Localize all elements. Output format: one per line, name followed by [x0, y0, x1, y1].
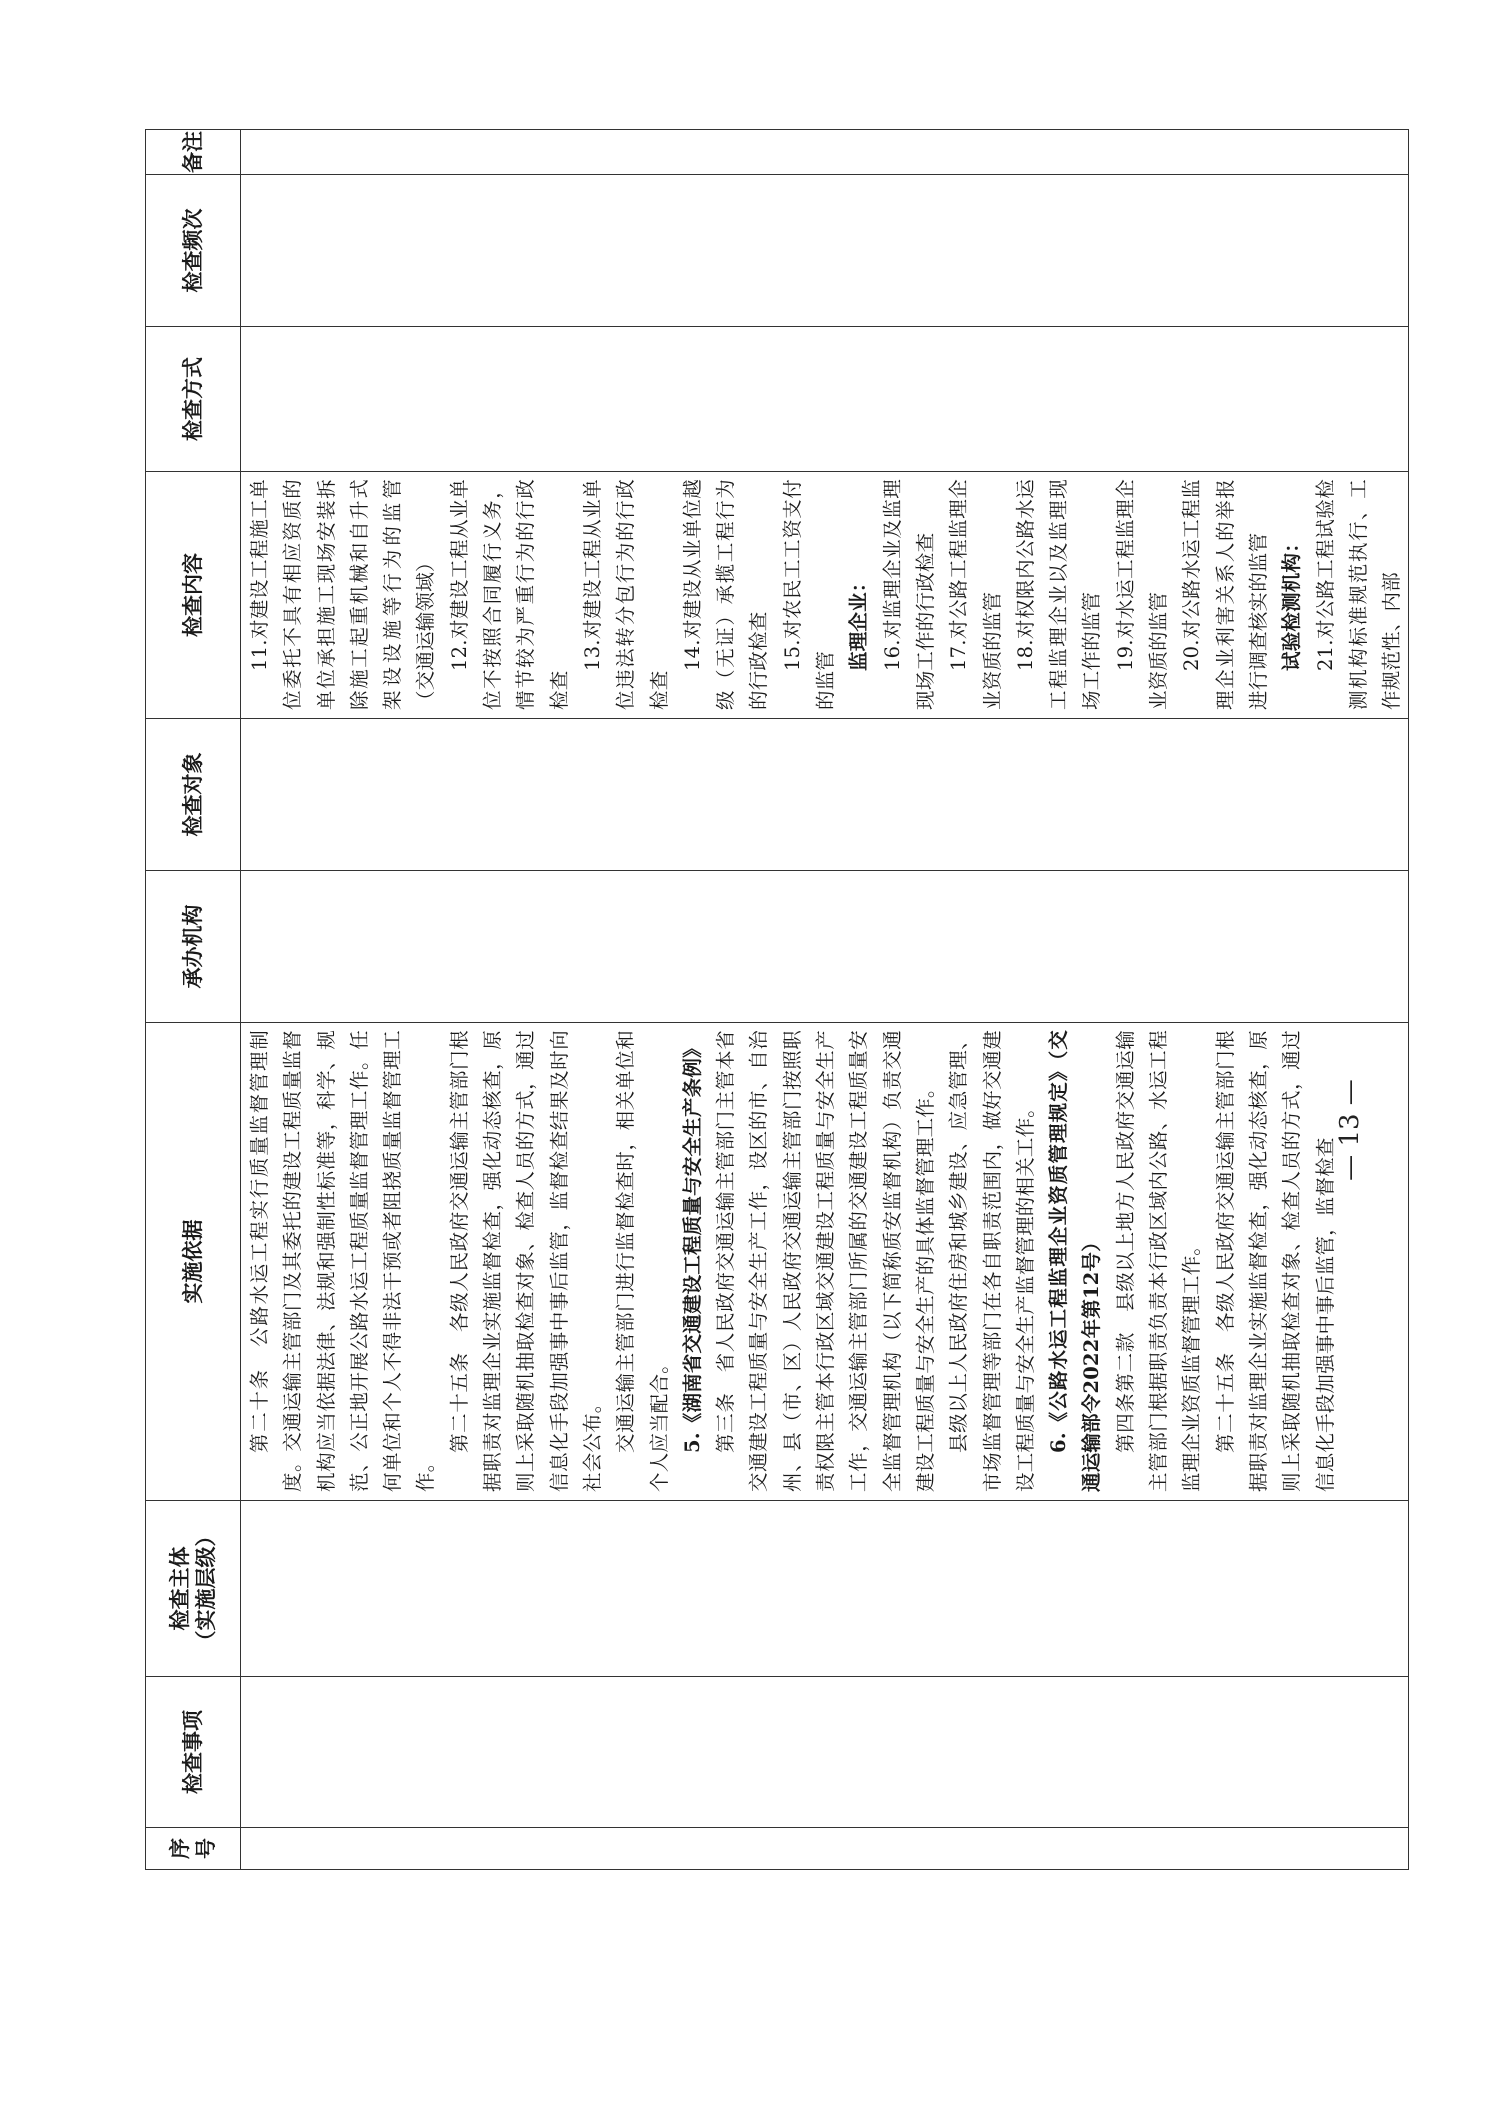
cell-remarks: [241, 130, 1409, 175]
inspection-table: [145, 129, 1409, 1870]
basis-paragraph: 第二十五条 各级人民政府交通运输主管部门根据职责对监理企业实施监督检查，强化动态核查，原则上采取随机抽取检查对象、检查人员的方式，通过信息化手段加强事中事后监管，监督检查结果及时向社会公布。: [447, 1030, 604, 1492]
basis-paragraph: 县级以上人民政府住房和城乡建设、应急管理、市场监督管理等部门在各自职责范围内，做好交通建设工程质量与安全生产监督管理的相关工作。: [947, 1030, 1037, 1492]
basis-paragraph: 第二十条 公路水运工程实行质量监督管理制度。交通运输主管部门及其委托的建设工程质量监督机构应当依据法律、法规和强制性标准等，科学、规范、公正地开展公路水运工程质量监督管理工作。任何单位和个人不得非法干预或者阻挠质量监督管理工作。: [248, 1030, 438, 1492]
table-header-row: [146, 130, 241, 1870]
basis-paragraph: 第二十五条 各级人民政府交通运输主管部门根据职责对监理企业实施监督检查，强化动态核查，原则上采取随机抽取检查对象、检查人员的方式，通过信息化手段加强事中事后监管，监督检查: [1213, 1030, 1337, 1492]
header-agency: 承办机构: [146, 871, 241, 1023]
content-paragraph: 18.对权限内公路水运工程监理企业以及监理现场工作的监管: [1013, 479, 1104, 710]
content-paragraph: 20.对公路水运工程监理企业利害关系人的举报进行调查核实的监管: [1180, 479, 1270, 710]
table-row: [241, 130, 1409, 1870]
header-subject: [146, 1501, 241, 1677]
cell-target: [241, 719, 1409, 871]
rotated-table-stage: [145, 130, 1404, 1870]
header-remarks: 备注: [146, 130, 241, 175]
basis-paragraph: 第四条第二款 县级以上地方人民政府交通运输主管部门根据职责负责本行政区域内公路、水运工程监理企业资质监督管理工作。: [1113, 1030, 1204, 1492]
header-method: 检查方式: [146, 327, 241, 472]
cell-method: [241, 327, 1409, 472]
content-paragraph: 13.对建设工程从业单位违法转分包行为的行政检查: [580, 479, 671, 710]
cell-subject: [241, 1501, 1409, 1677]
basis-text: [241, 1023, 1342, 1500]
header-subject-line1: 检查主体: [167, 1546, 192, 1631]
header-subject-line2: （实施层级）: [194, 1525, 218, 1652]
content-paragraph: 12.对建设工程从业单位不按照合同履行义务，情节较为严重行为的行政检查: [447, 479, 571, 710]
header-target: 检查对象: [146, 719, 241, 871]
cell-serial: [241, 1828, 1409, 1870]
cell-basis: [241, 1023, 1409, 1501]
content-text: [241, 472, 1408, 718]
basis-paragraph: 交通运输主管部门进行监督检查时，相关单位和个人应当配合。: [614, 1030, 671, 1492]
header-frequency: 检查频次: [146, 175, 241, 327]
page-number: — 13 —: [1335, 1079, 1365, 1181]
content-paragraph: 试验检测机构：: [1280, 533, 1304, 671]
basis-paragraph: 5.《湖南省交通建设工程质量与安全生产条例》: [680, 1038, 704, 1453]
cell-frequency: [241, 175, 1409, 327]
content-paragraph: 11.对建设工程施工单位委托不具有相应资质的单位承担施工现场安装拆除施工起重机械和自升式架设设施等行为的监管（交通运输领域）: [248, 479, 438, 710]
content-paragraph: 14.对建设从业单位越级（无证）承揽工程行为的行政检查: [680, 479, 771, 710]
cell-agency: [241, 871, 1409, 1023]
content-paragraph: 19.对水运工程监理企业资质的监管: [1113, 479, 1171, 710]
header-serial: 序号: [146, 1828, 241, 1870]
content-paragraph: 17.对公路工程监理企业资质的监管: [947, 479, 1004, 710]
cell-item: [241, 1677, 1409, 1828]
header-content: 检查内容: [146, 472, 241, 719]
header-item: 检查事项: [146, 1677, 241, 1828]
content-paragraph: 16.对监理企业及监理现场工作的行政检查: [880, 479, 937, 710]
content-paragraph: 监理企业：: [847, 572, 871, 671]
content-paragraph: 21.对公路工程试验检测机构标准规范执行、工作规范性、内部: [1313, 479, 1404, 710]
cell-content: [241, 472, 1409, 719]
basis-paragraph: 第三条 省人民政府交通运输主管部门主管本省交通建设工程质量与安全生产工作，设区的市、自治州、县（市、区）人民政府交通运输主管部门按照职责权限主管本行政区域交通建设工程质量与安全生产工作，交通运输主管部门所属的交通建设工程质量安全监督管理机构（以下简称质安监督机构）负责交通建设工程质量与安全生产的具体监督管理工作。: [714, 1030, 937, 1492]
basis-paragraph: 6.《公路水运工程监理企业资质管理规定》（交通运输部令2022年第12号）: [1047, 1030, 1104, 1492]
header-basis: 实施依据: [146, 1023, 241, 1501]
content-paragraph: 15.对农民工工资支付的监管: [780, 479, 838, 710]
